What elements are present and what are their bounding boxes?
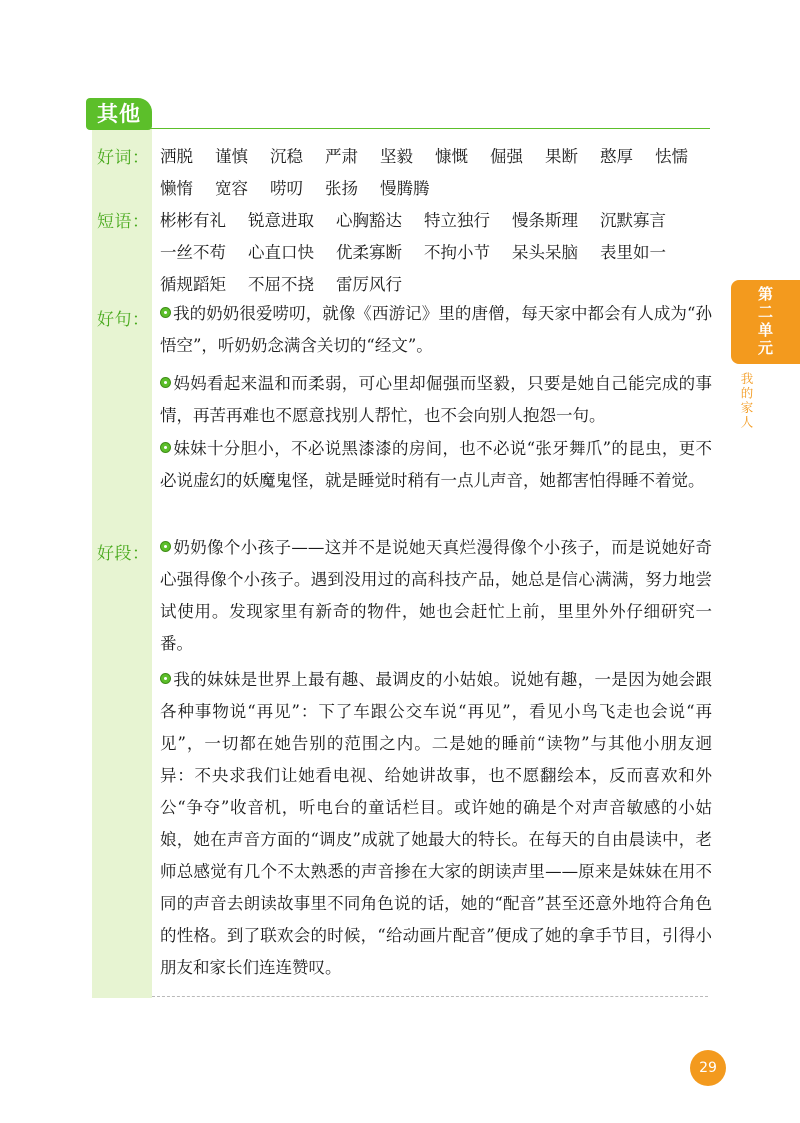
phrase: 呆头呆脑 bbox=[512, 243, 578, 262]
phrase: 一丝不苟 bbox=[160, 243, 226, 262]
bullet-icon bbox=[160, 377, 171, 388]
phrase: 慢条斯理 bbox=[512, 211, 578, 230]
word: 慢腾腾 bbox=[380, 179, 430, 198]
phrases-label: 短语： bbox=[97, 212, 150, 232]
paragraph-text: 奶奶像个小孩子——这并不是说她天真烂漫得像个小孩子，而是说她好奇心强得像个小孩子。遇到没用过的高科技产品，她总是信心满满，努力地尝试使用。发现家里有新奇的物件，她也会赶忙上前，里里外外仔细研究一番。 bbox=[160, 538, 712, 653]
word: 沉稳 bbox=[270, 147, 303, 166]
phrase: 不屈不挠 bbox=[248, 275, 314, 294]
sentence-item bbox=[160, 298, 712, 362]
word: 宽容 bbox=[215, 179, 248, 198]
phrase: 不拘小节 bbox=[424, 243, 490, 262]
phrase: 心直口快 bbox=[248, 243, 314, 262]
unit-side-tab bbox=[731, 280, 800, 364]
unit-topic: 我的家人 bbox=[739, 372, 754, 430]
bullet-icon bbox=[160, 442, 171, 453]
bullet-icon bbox=[160, 673, 171, 684]
sentences-label: 好句： bbox=[97, 310, 150, 330]
phrase: 锐意进取 bbox=[248, 211, 314, 230]
unit-label: 第二单元 bbox=[756, 286, 774, 358]
section-title: 其他 bbox=[86, 98, 152, 130]
phrase: 优柔寡断 bbox=[336, 243, 402, 262]
sentence-text: 我的奶奶很爱唠叨，就像《西游记》里的唐僧，每天家中都会有人成为“孙悟空”，听奶奶念满含关切的“经文”。 bbox=[160, 304, 712, 355]
words-row-1 bbox=[160, 143, 688, 167]
phrase: 沉默寡言 bbox=[600, 211, 666, 230]
word: 张扬 bbox=[325, 179, 358, 198]
sentence-text: 妹妹十分胆小，不必说黑漆漆的房间，也不必说“张牙舞爪”的昆虫，更不必说虚幻的妖魔鬼怪，就是睡觉时稍有一点儿声音，她都害怕得睡不着觉。 bbox=[160, 439, 712, 490]
word: 洒脱 bbox=[160, 147, 193, 166]
phrase: 心胸豁达 bbox=[336, 211, 402, 230]
phrase: 雷厉风行 bbox=[336, 275, 402, 294]
phrase: 特立独行 bbox=[424, 211, 490, 230]
word: 唠叨 bbox=[270, 179, 303, 198]
word: 憨厚 bbox=[600, 147, 633, 166]
word: 果断 bbox=[545, 147, 578, 166]
word: 慷慨 bbox=[435, 147, 468, 166]
paragraph-text: 我的妹妹是世界上最有趣、最调皮的小姑娘。说她有趣，一是因为她会跟各种事物说“再见”：下了车跟公交车说“再见”，看见小鸟飞走也会说“再见”，一切都在她告别的范围之内。二是她的睡前“读物”与其他小朋友迥异：不央求我们让她看电视、给她讲故事，也不愿翻绘本，反而喜欢和外公“争夺”收音机，听电台的童话栏目。或许她的确是个对声音敏感的小姑娘，她在声音方面的“调皮”成就了她最大的特长。在每天的自由晨读中，老师总感觉有几个不太熟悉的声音掺在大家的朗读声里——原来是妹妹在用不同的声音去朗读故事里不同角色说的话，她的“配音”甚至还意外地符合角色的性格。到了联欢会的时候，“给动画片配音”便成了她的拿手节目，引得小朋友和家长们连连赞叹。 bbox=[160, 670, 712, 977]
word: 懒惰 bbox=[160, 179, 193, 198]
bullet-icon bbox=[160, 307, 171, 318]
phrases-row-2 bbox=[160, 239, 666, 263]
words-row-2 bbox=[160, 175, 452, 199]
phrase: 彬彬有礼 bbox=[160, 211, 226, 230]
sentence-item bbox=[160, 368, 712, 432]
word: 严肃 bbox=[325, 147, 358, 166]
bullet-icon bbox=[160, 541, 171, 552]
bottom-dashed-divider bbox=[152, 996, 708, 997]
phrase: 循规蹈矩 bbox=[160, 275, 226, 294]
word: 倔强 bbox=[490, 147, 523, 166]
section-divider bbox=[150, 128, 710, 129]
paragraph-item bbox=[160, 664, 712, 984]
word: 怯懦 bbox=[655, 147, 688, 166]
paragraph-item bbox=[160, 532, 712, 660]
phrases-row-3 bbox=[160, 271, 424, 295]
words-label: 好词： bbox=[97, 148, 150, 168]
word: 谨慎 bbox=[215, 147, 248, 166]
sentence-item bbox=[160, 433, 712, 497]
page-number: 29 bbox=[690, 1050, 726, 1086]
phrase: 表里如一 bbox=[600, 243, 666, 262]
sentence-text: 妈妈看起来温和而柔弱，可心里却倔强而坚毅，只要是她自己能完成的事情，再苦再难也不愿意找别人帮忙，也不会向别人抱怨一句。 bbox=[160, 374, 712, 425]
phrases-row-1 bbox=[160, 207, 666, 231]
word: 坚毅 bbox=[380, 147, 413, 166]
paragraphs-label: 好段： bbox=[97, 544, 150, 564]
